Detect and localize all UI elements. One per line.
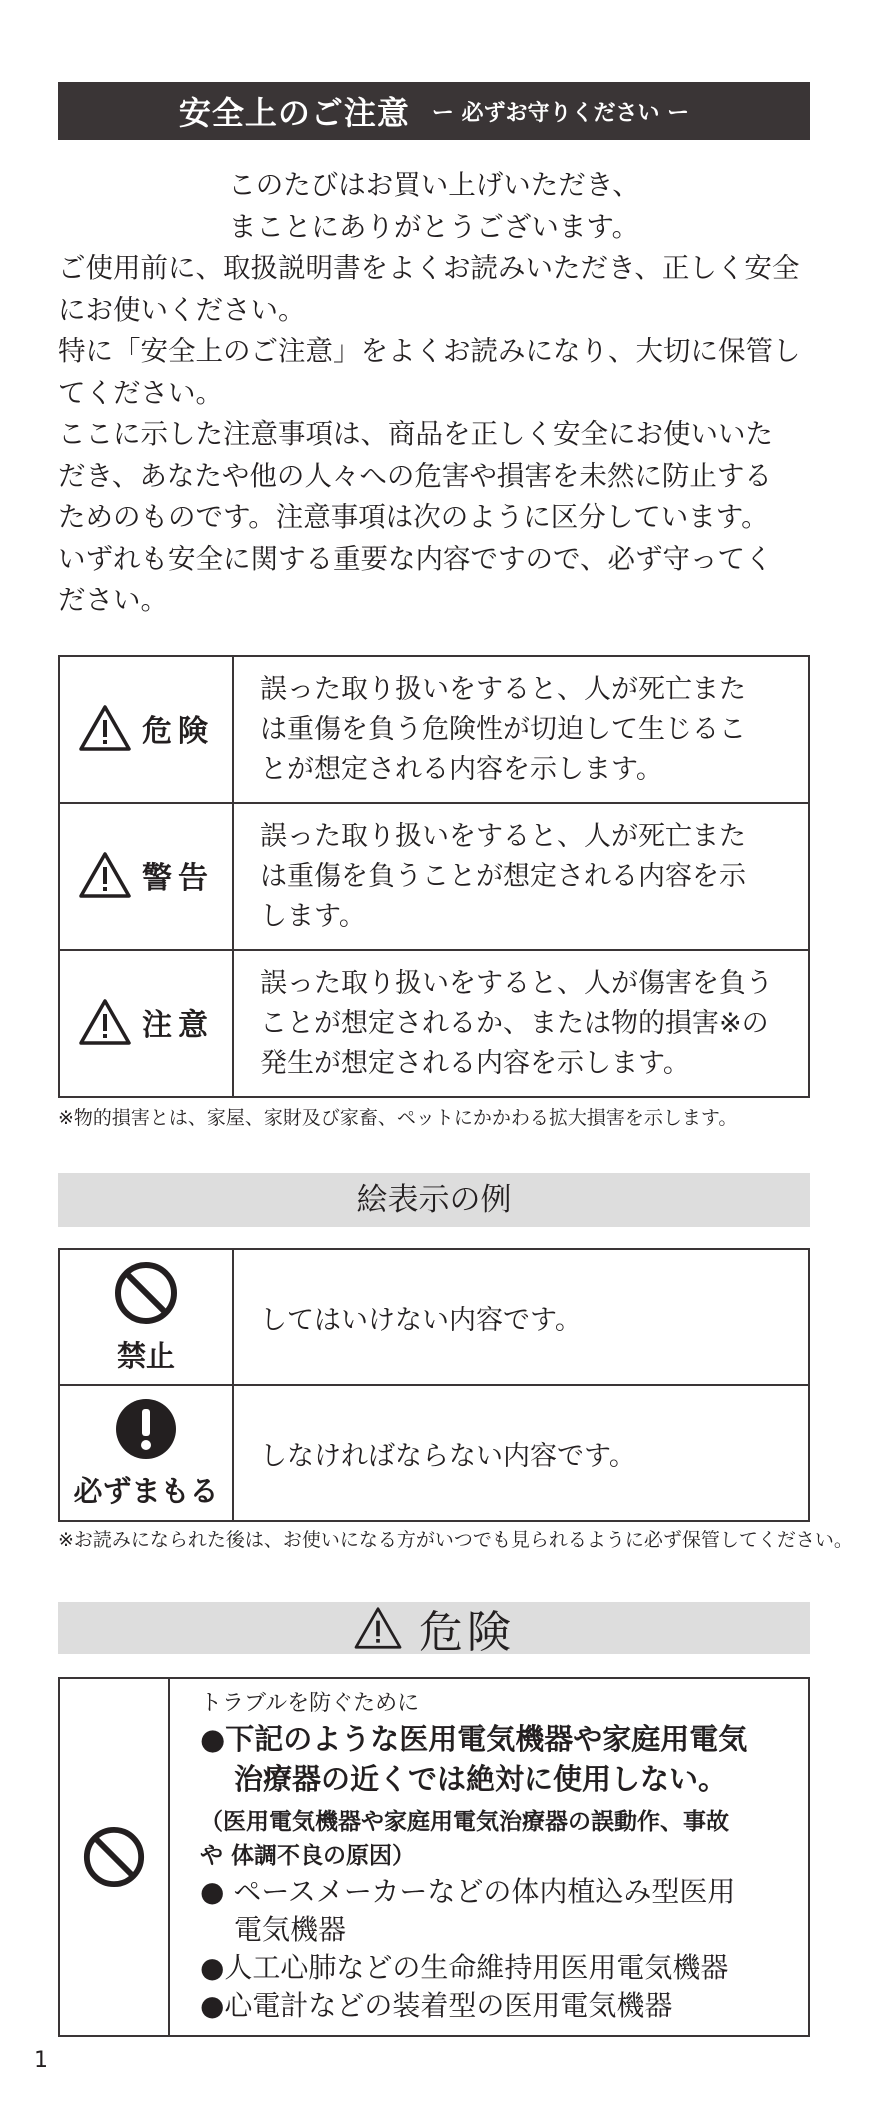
- pictogram-row: [59, 1385, 809, 1521]
- list-item-line: 電気機器: [234, 1913, 347, 1946]
- signal-row-caution: [59, 950, 809, 1097]
- danger-section-header: [58, 1602, 810, 1658]
- intro-line: ここに示した注意事項は、商品を正しく安全にお使いいた: [58, 418, 773, 450]
- signal-label: 注意: [142, 1007, 214, 1043]
- intro-line: ご使用前に、取扱説明書をよくお読みいただき、正しく安全: [58, 252, 800, 284]
- intro-line: てください。: [58, 376, 223, 409]
- intro-text: [58, 165, 810, 622]
- danger-section-title: 危険: [419, 1607, 515, 1658]
- danger-box: [58, 1677, 810, 2037]
- list-item-line: ● ペースメーカーなどの体内植込み型医用: [200, 1875, 736, 1908]
- warning-triangle-icon: [353, 1606, 403, 1650]
- intro-line: まことにありがとうございます。: [228, 210, 640, 243]
- signal-desc-line: は重傷を負う危険性が切迫して生じるこ: [260, 713, 746, 745]
- intro-line: ためのものです。注意事項は次のように区分しています。: [58, 501, 769, 533]
- signal-row-danger: [59, 656, 809, 803]
- danger-main-line: ●下記のような医用電気機器や家庭用電気: [200, 1722, 748, 1756]
- pictogram-label: 禁止: [116, 1338, 175, 1373]
- signal-desc-line: ことが想定されるか、または物的損害※の: [260, 1007, 769, 1039]
- footnote-property-damage: ※物的損害とは、家屋、家財及び家畜、ペットにかかわる拡大損害を示します。: [58, 1107, 738, 1129]
- signal-desc-line: とが想定される内容を示します。: [260, 753, 663, 785]
- warning-triangle-icon: [78, 998, 132, 1046]
- warning-triangle-icon: [78, 851, 132, 899]
- danger-reason-line: （医用電気機器や家庭用電気治療器の誤動作、事故: [200, 1809, 729, 1835]
- pictogram-label: 必ずまもる: [73, 1473, 219, 1508]
- danger-reason: [200, 1805, 747, 1873]
- signal-desc-line: します。: [260, 900, 366, 932]
- pictogram-desc: してはいけない内容です。: [233, 1249, 809, 1385]
- signal-desc-line: 発生が想定される内容を示します。: [260, 1047, 690, 1079]
- pictogram-desc: しなければならない内容です。: [233, 1385, 809, 1521]
- mandatory-icon: [114, 1397, 178, 1461]
- signal-desc-line: 誤った取り扱いをすると、人が死亡また: [260, 820, 746, 852]
- pictogram-row: [59, 1249, 809, 1385]
- intro-line: にお使いください。: [58, 293, 306, 326]
- signal-desc-line: 誤った取り扱いをすると、人が死亡また: [260, 673, 746, 705]
- signal-label: 危険: [142, 713, 214, 749]
- danger-intro: トラブルを防ぐために: [200, 1691, 420, 1716]
- danger-reason-line: や 体調不良の原因）: [200, 1843, 416, 1869]
- list-item: ●人工心肺などの生命維持用医用電気機器: [200, 1951, 729, 1984]
- signal-desc-line: は重傷を負うことが想定される内容を示: [260, 860, 746, 892]
- list-item: ●心電計などの装着型の医用電気機器: [200, 1989, 673, 2022]
- intro-line: ださい。: [58, 584, 168, 616]
- section-subtitle: ー 必ずお守りください ー: [431, 100, 690, 126]
- intro-line: このたびはお買い上げいただき、: [228, 169, 640, 201]
- pictogram-section-title: 絵表示の例: [58, 1173, 810, 1227]
- footnote-keep-manual: ※お読みになられた後は、お使いになる方がいつでも見られるように必ず保管してください。: [58, 1529, 853, 1551]
- signal-label: 警告: [142, 860, 214, 896]
- page-number: 1: [34, 2048, 48, 2073]
- signal-row-warning: [59, 803, 809, 950]
- intro-line: 特に「安全上のご注意」をよくお読みになり、大切に保管し: [58, 335, 801, 367]
- danger-main-line: 治療器の近くでは絶対に使用しない。: [234, 1762, 728, 1796]
- warning-triangle-icon: [78, 704, 132, 752]
- prohibition-icon: [82, 1825, 146, 1889]
- section-title: 安全上のご注意: [178, 94, 410, 132]
- intro-line: だき、あなたや他の人々への危害や損害を未然に防止する: [58, 459, 772, 492]
- prohibition-icon: [113, 1260, 179, 1326]
- intro-line: いずれも安全に関する重要な内容ですので、必ず守ってく: [58, 542, 773, 575]
- signal-desc-line: 誤った取り扱いをすると、人が傷害を負う: [260, 967, 773, 999]
- list-item: [200, 1873, 747, 1949]
- danger-main-instruction: [200, 1719, 747, 1799]
- signal-word-table: [58, 655, 810, 1098]
- section-header: [58, 82, 810, 140]
- pictogram-table: [58, 1248, 810, 1522]
